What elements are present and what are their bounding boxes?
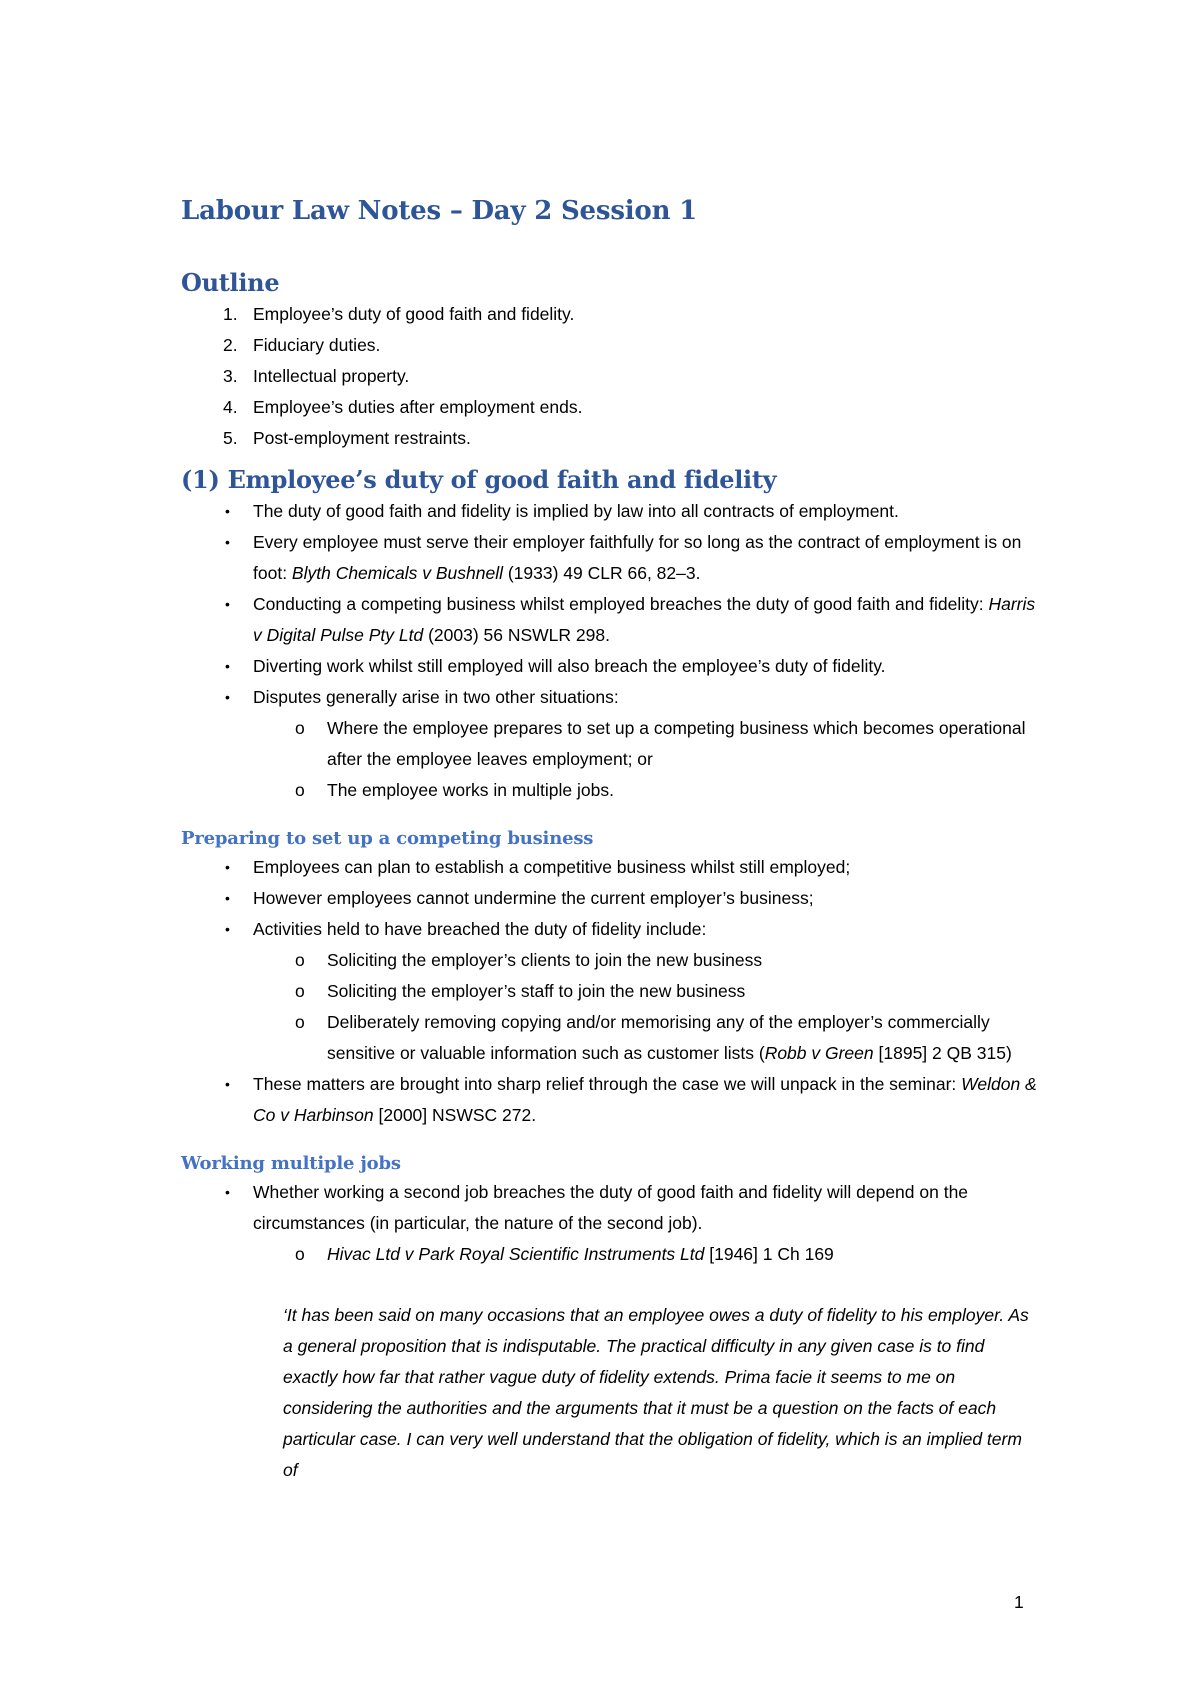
case-name: Hivac Ltd v Park Royal Scientific Instruments Ltd bbox=[327, 1244, 705, 1264]
document-content bbox=[181, 193, 1041, 1486]
section-prep-bullets bbox=[181, 852, 1041, 1131]
outline-list bbox=[181, 299, 1041, 454]
bullet-icon: • bbox=[225, 658, 230, 674]
bullet-item: • Every employee must serve their employer faithfully for so long as the contract of employment is on foot: Blyth Chemicals v Bushnell (1933) 49 CLR 66, 82–3. bbox=[181, 527, 1041, 589]
case-name: Robb v Green bbox=[764, 1043, 874, 1063]
bullet-icon: • bbox=[225, 596, 230, 612]
section-prep-heading: Preparing to set up a competing business bbox=[181, 828, 594, 849]
sub-bullet-item: o Hivac Ltd v Park Royal Scientific Instruments Ltd [1946] 1 Ch 169 bbox=[181, 1239, 1041, 1270]
bullet-item: • Employees can plan to establish a competitive business whilst still employed; bbox=[181, 852, 1041, 883]
bullet-icon: • bbox=[225, 921, 230, 937]
bullet-item: • Whether working a second job breaches the duty of good faith and fidelity will depend on the circumstances (in particular, the nature of the second job). o Hivac Ltd v Park Royal Scientific Instruments Ltd [1946] 1 Ch 169 bbox=[181, 1177, 1041, 1270]
bullet-icon: • bbox=[225, 534, 230, 550]
section-1-bullets bbox=[181, 496, 1041, 806]
sub-bullets bbox=[253, 1239, 1041, 1270]
bullet-item: • Diverting work whilst still employed will also breach the employee’s duty of fidelity. bbox=[181, 651, 1041, 682]
section-1-heading: (1) Employee’s duty of good faith and fidelity bbox=[181, 465, 777, 494]
case-name: Weldon & Co v Harbinson bbox=[253, 1074, 1037, 1125]
case-name: Harris v Digital Pulse Pty Ltd bbox=[253, 594, 1036, 645]
section-multi-heading: Working multiple jobs bbox=[181, 1153, 401, 1174]
sub-bullets bbox=[253, 945, 1041, 1069]
sub-bullets bbox=[253, 713, 1041, 806]
circle-bullet-icon: o bbox=[295, 1244, 305, 1264]
sub-bullet-item: o Where the employee prepares to set up a competing business which becomes operational after the employee leaves employment; or bbox=[181, 713, 1041, 775]
circle-bullet-icon: o bbox=[295, 981, 305, 1001]
block-quote: ‘It has been said on many occasions that an employee owes a duty of fidelity to his employer. As a general proposition that is indisputable. The practical difficulty in any given case is to find exactly how far that rather vague duty of fidelity extends. Prima facie it seems to me on considering the authorities and the arguments that it must be a question on the facts of each particular case. I can very well understand that the obligation of fidelity, which is an implied term of bbox=[283, 1305, 1029, 1480]
bullet-item: • Activities held to have breached the duty of fidelity include: o Soliciting the employer’s clients to join the new business o Soliciting the employer’s staff to join the new business o Deliberately removing copying and/or memorising any of the employer’s commercially sensitive or valuable information such as customer lists (Robb v Green [1895] 2 QB 315) bbox=[181, 914, 1041, 1069]
outline-item: 5. Post-employment restraints. bbox=[223, 428, 471, 448]
bullet-item: • The duty of good faith and fidelity is implied by law into all contracts of employment. bbox=[181, 496, 1041, 527]
page-number: 1 bbox=[1014, 1592, 1024, 1612]
sub-bullet-item: o Soliciting the employer’s staff to join the new business bbox=[181, 976, 1041, 1007]
sub-bullet-item: o The employee works in multiple jobs. bbox=[181, 775, 1041, 806]
bullet-icon: • bbox=[225, 503, 230, 519]
circle-bullet-icon: o bbox=[295, 780, 305, 800]
bullet-icon: • bbox=[225, 1076, 230, 1092]
case-name: Blyth Chemicals v Bushnell bbox=[291, 563, 503, 583]
circle-bullet-icon: o bbox=[295, 950, 305, 970]
outline-item: 1. Employee’s duty of good faith and fidelity. bbox=[223, 304, 575, 324]
bullet-item: • Disputes generally arise in two other situations: o Where the employee prepares to set up a competing business which becomes operational after the employee leaves employment; or o The employee works in multiple jobs. bbox=[181, 682, 1041, 806]
sub-bullet-item: o Soliciting the employer’s clients to join the new business bbox=[181, 945, 1041, 976]
outline-item: 2. Fiduciary duties. bbox=[223, 335, 381, 355]
document-title: Labour Law Notes – Day 2 Session 1 bbox=[181, 196, 698, 226]
section-multi-bullets bbox=[181, 1177, 1041, 1270]
bullet-icon: • bbox=[225, 689, 230, 705]
outline-item: 4. Employee’s duties after employment ends. bbox=[223, 397, 583, 417]
bullet-icon: • bbox=[225, 859, 230, 875]
bullet-item: • However employees cannot undermine the current employer’s business; bbox=[181, 883, 1041, 914]
outline-heading: Outline bbox=[181, 268, 280, 297]
bullet-icon: • bbox=[225, 1184, 230, 1200]
circle-bullet-icon: o bbox=[295, 718, 305, 738]
bullet-item: • Conducting a competing business whilst employed breaches the duty of good faith and fidelity: Harris v Digital Pulse Pty Ltd (2003) 56 NSWLR 298. bbox=[181, 589, 1041, 651]
bullet-item: • These matters are brought into sharp relief through the case we will unpack in the seminar: Weldon & Co v Harbinson [2000] NSWSC 272. bbox=[181, 1069, 1041, 1131]
bullet-icon: • bbox=[225, 890, 230, 906]
sub-bullet-item: o Deliberately removing copying and/or memorising any of the employer’s commercially sensitive or valuable information such as customer lists (Robb v Green [1895] 2 QB 315) bbox=[181, 1007, 1041, 1069]
outline-item: 3. Intellectual property. bbox=[223, 366, 410, 386]
circle-bullet-icon: o bbox=[295, 1012, 305, 1032]
